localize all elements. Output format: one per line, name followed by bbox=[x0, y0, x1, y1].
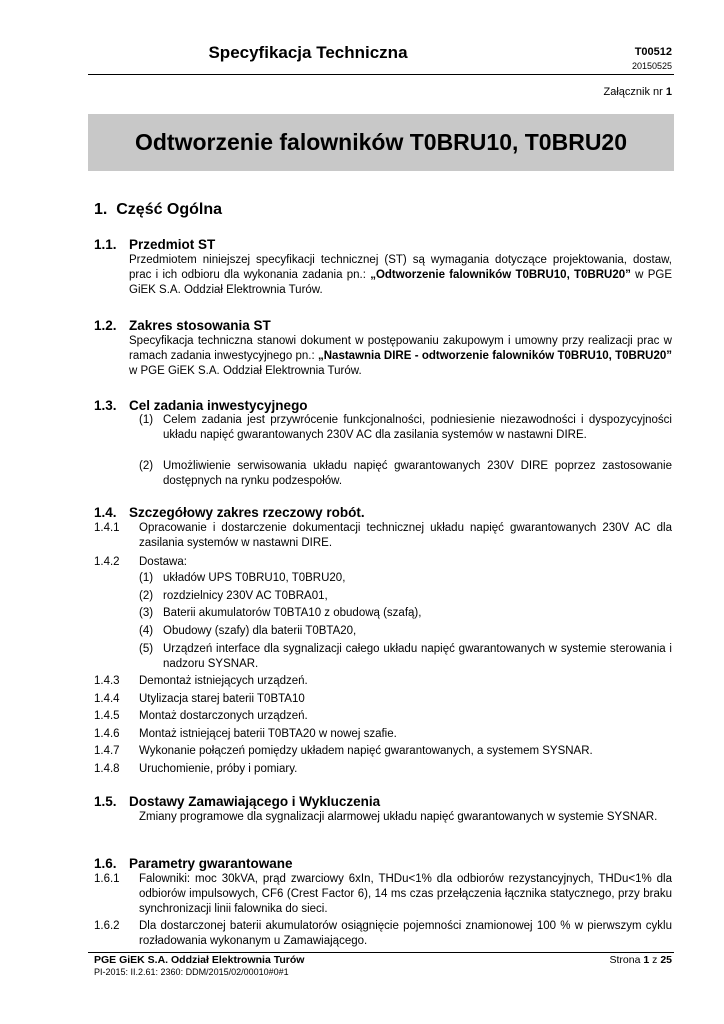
list-item: 1.4.2 Dostawa: bbox=[94, 556, 187, 568]
subsection-heading-1-2: 1.2. Zakres stosowania ST bbox=[94, 318, 271, 333]
subsection-heading-1-6: 1.6. Parametry gwarantowane bbox=[94, 856, 293, 871]
paragraph-1-2: Specyfikacja techniczna stanowi dokument w postępowaniu zakupowym i umowny przy realizacji prac w ramach zadania inwestycyjnego pn.: „Nastawnia DIRE - odtworzenie falowników T0BRU10, T0BRU20” w PGE GiEK S.A. Oddział Elektrownia Turów. bbox=[129, 335, 672, 377]
footer-divider bbox=[88, 952, 674, 953]
subsection-heading-1-4: 1.4. Szczegółowy zakres rzeczowy robót. bbox=[94, 505, 365, 520]
paragraph-1-1: Przedmiotem niniejszej specyfikacji technicznej (ST) są wymagania dotyczące projektowania, dostaw, prac i ich odbioru dla wykonania zadania pn.: „Odtworzenie falowników T0BRU10, T0BRU20” w PGE GiEK S.A. Oddział Elektrownia Turów. bbox=[129, 254, 673, 296]
list-item: 1.6.2 Dla dostarczonej baterii akumulatorów osiągnięcie pojemności znamionowej 100 % w pierwszym cyklu rozładowania wykonanym u Zamawiającego. bbox=[94, 920, 672, 947]
footer-organization: PGE GiEK S.A. Oddział Elektrownia Turów bbox=[94, 954, 305, 966]
list-item: 1.4.5 Montaż dostarczonych urządzeń. bbox=[94, 710, 308, 722]
list-item: 1.4.4 Utylizacja starej baterii T0BTA10 bbox=[94, 693, 305, 705]
document-title-banner: Odtworzenie falowników T0BRU10, T0BRU20 bbox=[88, 114, 674, 171]
subsection-heading-1-3: 1.3. Cel zadania inwestycyjnego bbox=[94, 398, 308, 413]
list-item: (1) układów UPS T0BRU10, T0BRU20, bbox=[139, 572, 346, 584]
paragraph-1-5: Zmiany programowe dla sygnalizacji alarmowej układu napięć gwarantowanych w systemie SYSNAR. bbox=[139, 811, 658, 823]
footer-document-id: PI-2015: II.2.61: 2360: DDM/2015/02/00010#0#1 bbox=[94, 967, 289, 977]
list-item: 1.4.7 Wykonanie połączeń pomiędzy układem napięć gwarantowanych, a systemem SYSNAR. bbox=[94, 745, 593, 757]
document-date: 20150525 bbox=[631, 61, 672, 71]
subsection-heading-1-5: 1.5. Dostawy Zamawiającego i Wykluczenia bbox=[94, 794, 381, 809]
list-item: (2) rozdzielnicy 230V AC T0BRA01, bbox=[139, 590, 328, 602]
list-item: 1.4.1 Opracowanie i dostarczenie dokumentacji technicznej układu napięć gwarantowanych 230V AC dla zasilania systemów w nastawni DIRE. bbox=[94, 522, 672, 549]
list-item: (3) Baterii akumulatorów T0BTA10 z obudową (szafą), bbox=[139, 607, 422, 619]
list-item: 1.4.8 Uruchomienie, próby i pomiary. bbox=[94, 763, 298, 775]
list-item: (2) Umożliwienie serwisowania układu napięć gwarantowanych 230V DIRE poprzez zastosowanie dostępnych na rynku podzespołów. bbox=[139, 460, 672, 487]
header-divider bbox=[88, 74, 674, 75]
list-item: 1.6.1 Falowniki: moc 30kVA, prąd zwarciowy 6xIn, THDu<1% dla odbiorów rezystancyjnych, THDu<1% dla odbiorów impulsowych, CF6 (Crest Factor 6), 14 ms czas przełączenia łącznika statycznego, przy braku synchronizacji linii falownika do sieci. bbox=[94, 873, 672, 915]
list-item: (5) Urządzeń interface dla sygnalizacji całego układu napięć gwarantowanych w systemie sterowania i nadzoru SYSNAR. bbox=[139, 643, 672, 670]
attachment-label: Załącznik nr 1 bbox=[603, 86, 672, 98]
list-item: 1.4.3 Demontaż istniejących urządzeń. bbox=[94, 675, 308, 687]
page-number: Strona 1 z 25 bbox=[609, 954, 672, 966]
subsection-heading-1-1: 1.1. Przedmiot ST bbox=[94, 237, 216, 252]
section-heading-1: 1. Część Ogólna bbox=[94, 201, 223, 218]
list-item: (4) Obudowy (szafy) dla baterii T0BTA20, bbox=[139, 625, 357, 637]
list-item: 1.4.6 Montaż istniejącej baterii T0BTA20 w nowej szafie. bbox=[94, 728, 397, 740]
list-item: (1) Celem zadania jest przywrócenie funkcjonalności, podniesienie niezawodności i dyspozycyjności układu napięć gwarantowanych 230V AC dla zasilania systemów w nastawni DIRE. bbox=[139, 414, 672, 441]
document-type-title: Specyfikacja Techniczna bbox=[208, 43, 408, 62]
document-code: T00512 bbox=[634, 46, 672, 58]
